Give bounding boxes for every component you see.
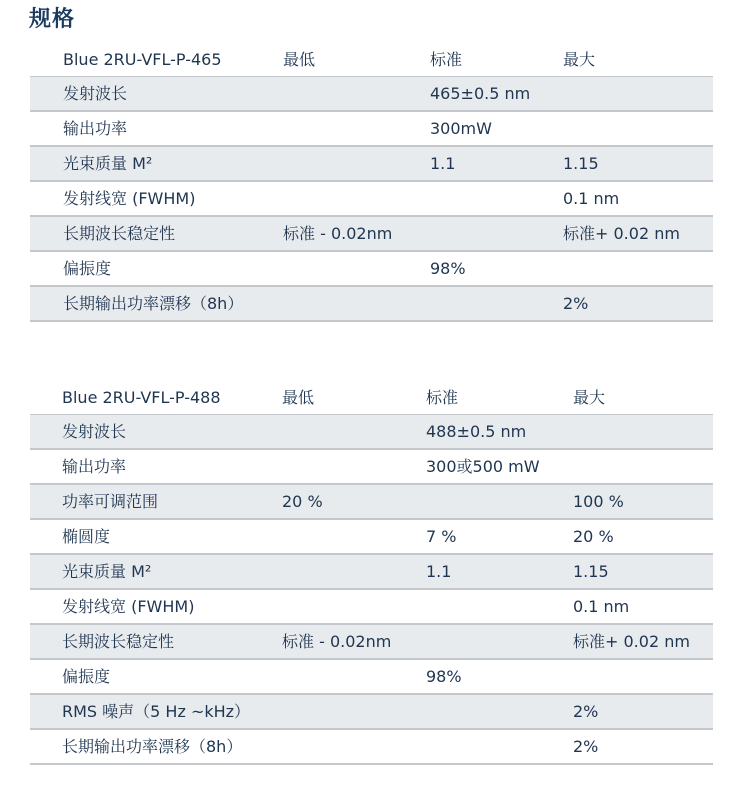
column-header: 最大 xyxy=(573,388,606,407)
table-row xyxy=(30,590,713,625)
column-header: 最低 xyxy=(283,50,316,69)
table-cell: 465±0.5 nm xyxy=(430,84,531,103)
table-cell: 标准 - 0.02nm xyxy=(283,224,393,243)
table-row xyxy=(30,485,713,520)
column-header: 标准 xyxy=(426,388,459,407)
table-cell: 标准 - 0.02nm xyxy=(282,632,392,651)
model-name: Blue 2RU-VFL-P-465 xyxy=(63,50,222,69)
column-header: 最低 xyxy=(282,388,315,407)
page-title: 规格 xyxy=(29,7,76,32)
spec-table-465 xyxy=(30,43,713,322)
parameter-label: 发射线宽 (FWHM) xyxy=(62,597,195,616)
table-row xyxy=(30,217,713,252)
parameter-label: RMS 噪声（5 Hz ~kHz） xyxy=(62,702,251,721)
table-row xyxy=(30,112,713,147)
table-row xyxy=(30,77,713,112)
table-cell: 1.15 xyxy=(573,562,609,581)
table-row xyxy=(30,625,713,660)
column-header: 最大 xyxy=(563,50,596,69)
column-header: 标准 xyxy=(430,50,463,69)
parameter-label: 偏振度 xyxy=(63,259,112,278)
model-name: Blue 2RU-VFL-P-488 xyxy=(62,388,221,407)
table-row xyxy=(30,415,713,450)
table-header-row xyxy=(30,381,713,415)
table-cell: 2% xyxy=(563,294,589,313)
table-row xyxy=(30,147,713,182)
table-cell: 1.15 xyxy=(563,154,599,173)
table-cell: 2% xyxy=(573,702,599,721)
parameter-label: 偏振度 xyxy=(62,667,111,686)
table-row xyxy=(30,520,713,555)
table-cell: 7 % xyxy=(426,527,457,546)
table-row xyxy=(30,730,713,765)
table-cell: 0.1 nm xyxy=(563,189,620,208)
table-header-row xyxy=(30,43,713,77)
table-cell: 2% xyxy=(573,737,599,756)
parameter-label: 椭圆度 xyxy=(62,527,111,546)
parameter-label: 发射线宽 (FWHM) xyxy=(63,189,196,208)
table-cell: 1.1 xyxy=(426,562,452,581)
table-cell: 100 % xyxy=(573,492,624,511)
parameter-label: 输出功率 xyxy=(62,457,127,476)
table-row xyxy=(30,252,713,287)
parameter-label: 长期输出功率漂移（8h） xyxy=(62,737,243,756)
parameter-label: 功率可调范围 xyxy=(62,492,159,511)
table-cell: 98% xyxy=(430,259,466,278)
table-cell: 1.1 xyxy=(430,154,456,173)
table-cell: 0.1 nm xyxy=(573,597,630,616)
table-row xyxy=(30,660,713,695)
parameter-label: 发射波长 xyxy=(62,422,127,441)
parameter-label: 长期波长稳定性 xyxy=(62,632,175,651)
table-row xyxy=(30,182,713,217)
parameter-label: 光束质量 M² xyxy=(63,154,153,173)
table-cell: 488±0.5 nm xyxy=(426,422,527,441)
table-cell: 300或500 mW xyxy=(426,457,540,476)
table-row xyxy=(30,695,713,730)
table-cell: 标准+ 0.02 nm xyxy=(563,224,680,243)
table-cell: 20 % xyxy=(573,527,614,546)
spec-table-488 xyxy=(30,381,713,765)
table-cell: 98% xyxy=(426,667,462,686)
parameter-label: 光束质量 M² xyxy=(62,562,152,581)
table-cell: 20 % xyxy=(282,492,323,511)
parameter-label: 长期波长稳定性 xyxy=(63,224,176,243)
parameter-label: 发射波长 xyxy=(63,84,128,103)
table-row xyxy=(30,450,713,485)
table-row xyxy=(30,555,713,590)
table-row xyxy=(30,287,713,322)
table-cell: 标准+ 0.02 nm xyxy=(573,632,690,651)
parameter-label: 长期输出功率漂移（8h） xyxy=(63,294,244,313)
table-cell: 300mW xyxy=(430,119,492,138)
parameter-label: 输出功率 xyxy=(63,119,128,138)
